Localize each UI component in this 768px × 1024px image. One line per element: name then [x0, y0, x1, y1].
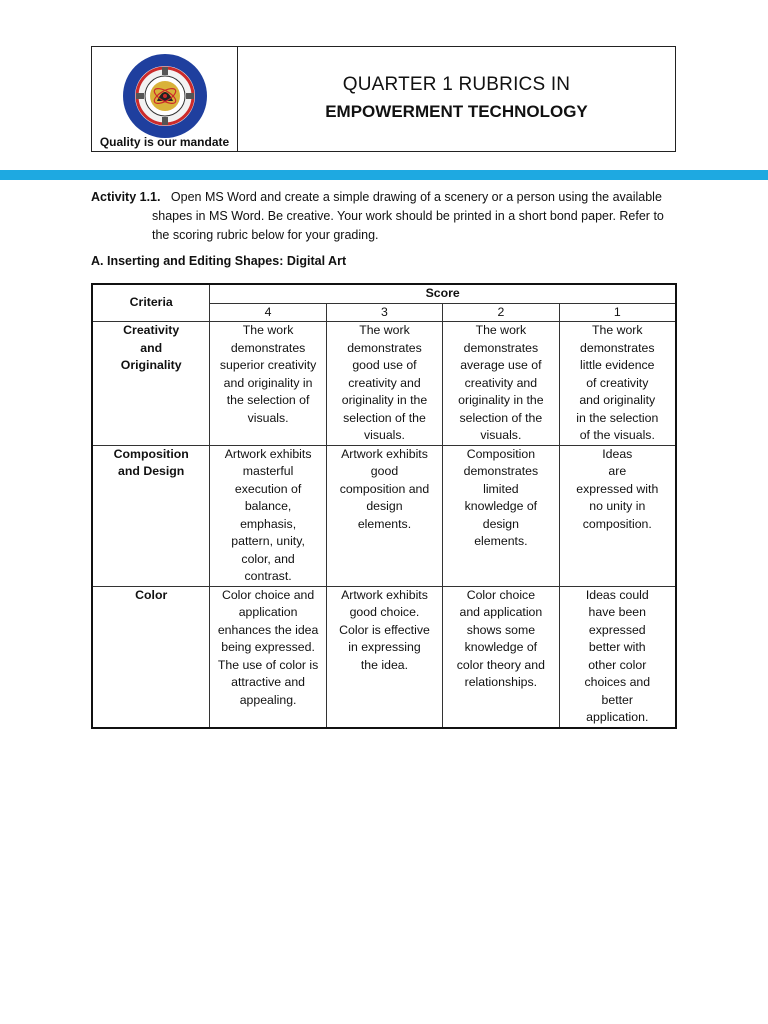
- rubric-cell: Artwork exhibits good composition and design elements.: [326, 445, 442, 586]
- criteria-color: Color: [92, 586, 210, 728]
- rubric-cell: The work demonstrates average use of creativity and originality in the selection of the visuals.: [443, 322, 559, 446]
- table-header-row: [92, 284, 676, 303]
- score-level-3: 3: [326, 303, 442, 322]
- table-row: [92, 445, 676, 586]
- accent-bar: [0, 170, 768, 180]
- activity-text-2: shapes in MS Word. Be creative. Your work should be printed in a short bond paper. Refer to: [152, 209, 664, 223]
- score-header: Score: [210, 284, 676, 303]
- activity-instructions: [91, 188, 681, 245]
- activity-text-1: Open MS Word and create a simple drawing of a scenery or a person using the available: [170, 190, 662, 204]
- activity-text-3: the scoring rubric below for your grading.: [152, 228, 379, 242]
- document-subtitle: EMPOWERMENT TECHNOLOGY: [325, 102, 588, 121]
- rubric-cell: Composition demonstrates limited knowledge of design elements.: [443, 445, 559, 586]
- document-header: [91, 46, 676, 152]
- score-level-2: 2: [443, 303, 559, 322]
- rubric-cell: The work demonstrates superior creativity and originality in the selection of visuals.: [210, 322, 326, 446]
- rubric-cell: The work demonstrates good use of creativity and originality in the selection of the visuals.: [326, 322, 442, 446]
- section-heading: A. Inserting and Editing Shapes: Digital Art: [91, 254, 347, 268]
- criteria-creativity: Creativity and Originality: [92, 322, 210, 446]
- score-level-4: 4: [210, 303, 326, 322]
- document-title: QUARTER 1 RUBRICS IN: [342, 74, 571, 95]
- rubric-cell: Artwork exhibits masterful execution of balance, emphasis, pattern, unity, color, and contrast.: [210, 445, 326, 586]
- rubric-cell: Color choice and application shows some knowledge of color theory and relationships.: [443, 586, 559, 728]
- rubric-cell: Color choice and application enhances the idea being expressed. The use of color is attractive and appealing.: [210, 586, 326, 728]
- rubric-cell: Ideas could have been expressed better with other color choices and better application.: [559, 586, 676, 728]
- rubric-table: [91, 283, 677, 729]
- rubric-cell: Artwork exhibits good choice. Color is effective in expressing the idea.: [326, 586, 442, 728]
- logo-cell: [92, 47, 238, 151]
- score-level-1: 1: [559, 303, 676, 322]
- rubric-cell: The work demonstrates little evidence of creativity and originality in the selection of the visuals.: [559, 322, 676, 446]
- criteria-header: Criteria: [92, 284, 210, 322]
- activity-line-1: [91, 188, 681, 207]
- table-row: [92, 322, 676, 446]
- school-motto: Quality is our mandate: [99, 135, 230, 149]
- activity-label: Activity 1.1.: [91, 190, 161, 204]
- criteria-composition: Composition and Design: [92, 445, 210, 586]
- table-row: [92, 586, 676, 728]
- school-seal-logo: [122, 53, 208, 139]
- rubric-cell: Ideas are expressed with no unity in composition.: [559, 445, 676, 586]
- title-cell: [238, 47, 675, 151]
